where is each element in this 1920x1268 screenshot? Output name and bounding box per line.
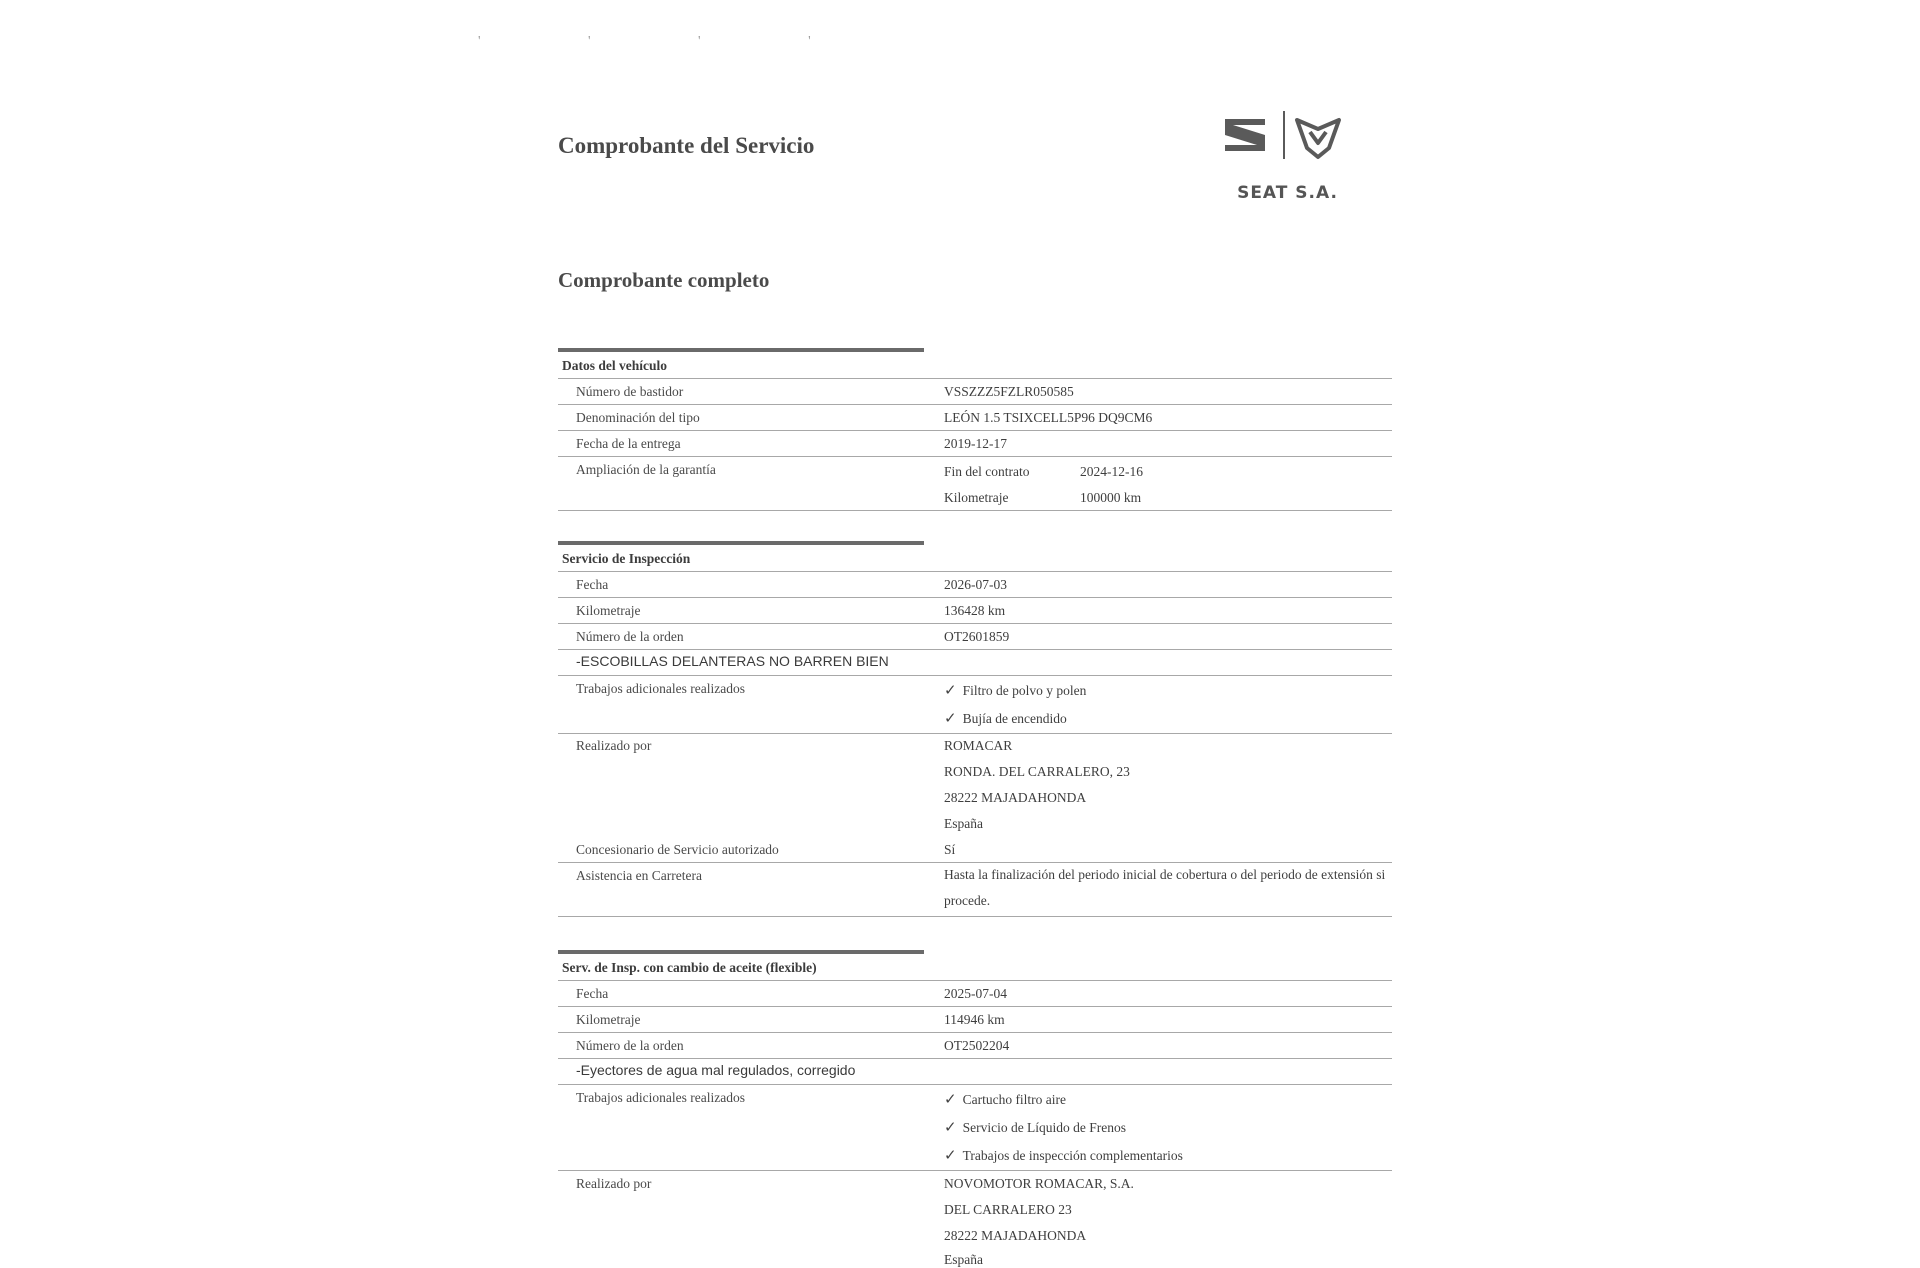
km-label: Kilometraje <box>576 603 641 618</box>
order-value: OT2601859 <box>944 629 1010 644</box>
km-value: 136428 km <box>944 603 1006 618</box>
checkmark-icon: ✓ <box>944 1090 957 1108</box>
dealer-value: Sí <box>944 842 956 857</box>
cupra-logo-icon <box>1297 120 1339 157</box>
seat-logo-icon <box>1225 119 1265 151</box>
done-by-line: 28222 MAJADAHONDA <box>944 1228 1087 1243</box>
section-title: Servicio de Inspección <box>562 551 691 566</box>
warranty-km-label: Kilometraje <box>944 490 1009 505</box>
done-by-line: España <box>944 1252 983 1267</box>
additional-item: ✓ Servicio de Líquido de Frenos <box>944 1118 1127 1136</box>
date-value: 2025-07-04 <box>944 986 1007 1001</box>
done-by-line: DEL CARRALERO 23 <box>944 1202 1072 1217</box>
km-value: 114946 km <box>944 1012 1005 1027</box>
additional-item: ✓ Filtro de polvo y polen <box>944 681 1087 699</box>
warranty-label: Ampliación de la garantía <box>576 462 716 477</box>
checkmark-icon: ✓ <box>944 1118 957 1136</box>
document-subtitle: Comprobante completo <box>558 268 770 292</box>
company-name: SEAT S.A. <box>1237 183 1338 203</box>
done-by-line: NOVOMOTOR ROMACAR, S.A. <box>944 1176 1134 1191</box>
done-by-label: Realizado por <box>576 1176 652 1191</box>
additional-item: ✓ Bujía de encendido <box>944 709 1067 727</box>
done-by-line: España <box>944 816 983 831</box>
oil-service-section <box>558 950 1392 1267</box>
brand-logo <box>1215 105 1365 205</box>
additional-work-label: Trabajos adicionales realizados <box>576 1090 745 1105</box>
roadside-value: Hasta la finalización del periodo inicial de cobertura o del periodo de extensión si procede. <box>944 867 1386 908</box>
done-by-label: Realizado por <box>576 738 652 753</box>
date-label: Fecha <box>576 986 609 1001</box>
section-bar <box>558 541 924 545</box>
dealer-label: Concesionario de Servicio autorizado <box>576 842 779 857</box>
km-label: Kilometraje <box>576 1012 641 1027</box>
service-note: -ESCOBILLAS DELANTERAS NO BARREN BIEN <box>576 653 889 669</box>
delivery-date-label: Fecha de la entrega <box>576 436 681 451</box>
checkmark-icon: ✓ <box>944 681 957 699</box>
type-label: Denominación del tipo <box>576 410 700 425</box>
document-title: Comprobante del Servicio <box>558 133 815 158</box>
order-label: Número de la orden <box>576 629 684 644</box>
checkmark-icon: ✓ <box>944 1146 957 1164</box>
section-title: Serv. de Insp. con cambio de aceite (flexible) <box>562 960 817 975</box>
section-bar <box>558 950 924 954</box>
order-value: OT2502204 <box>944 1038 1010 1053</box>
vin-label: Número de bastidor <box>576 384 684 399</box>
date-label: Fecha <box>576 577 609 592</box>
done-by-line: 28222 MAJADAHONDA <box>944 790 1087 805</box>
order-label: Número de la orden <box>576 1038 684 1053</box>
warranty-km-value: 100000 km <box>1080 490 1142 505</box>
additional-item: ✓ Cartucho filtro aire <box>944 1090 1067 1108</box>
section-bar <box>558 348 924 352</box>
done-by-line: ROMACAR <box>944 738 1013 753</box>
date-value: 2026-07-03 <box>944 577 1007 592</box>
vehicle-section <box>558 348 1392 513</box>
delivery-date-value: 2019-12-17 <box>944 436 1007 451</box>
contract-end-label: Fin del contrato <box>944 464 1030 479</box>
service-note: -Eyectores de agua mal regulados, corregido <box>576 1062 856 1078</box>
service-inspection-section <box>558 541 1392 921</box>
additional-item: ✓ Trabajos de inspección complementarios <box>944 1146 1183 1164</box>
scan-specks: ' ' ' ' <box>478 34 863 49</box>
seat-cupra-logo-icon <box>1215 105 1365 175</box>
done-by-line: RONDA. DEL CARRALERO, 23 <box>944 764 1130 779</box>
contract-end-value: 2024-12-16 <box>1080 464 1143 479</box>
vin-value: VSSZZZ5FZLR050585 <box>944 384 1074 399</box>
type-value: LEÓN 1.5 TSIXCELL5P96 DQ9CM6 <box>944 410 1153 425</box>
checkmark-icon: ✓ <box>944 709 957 727</box>
roadside-label: Asistencia en Carretera <box>576 868 702 883</box>
section-title: Datos del vehículo <box>562 358 668 373</box>
additional-work-label: Trabajos adicionales realizados <box>576 681 745 696</box>
